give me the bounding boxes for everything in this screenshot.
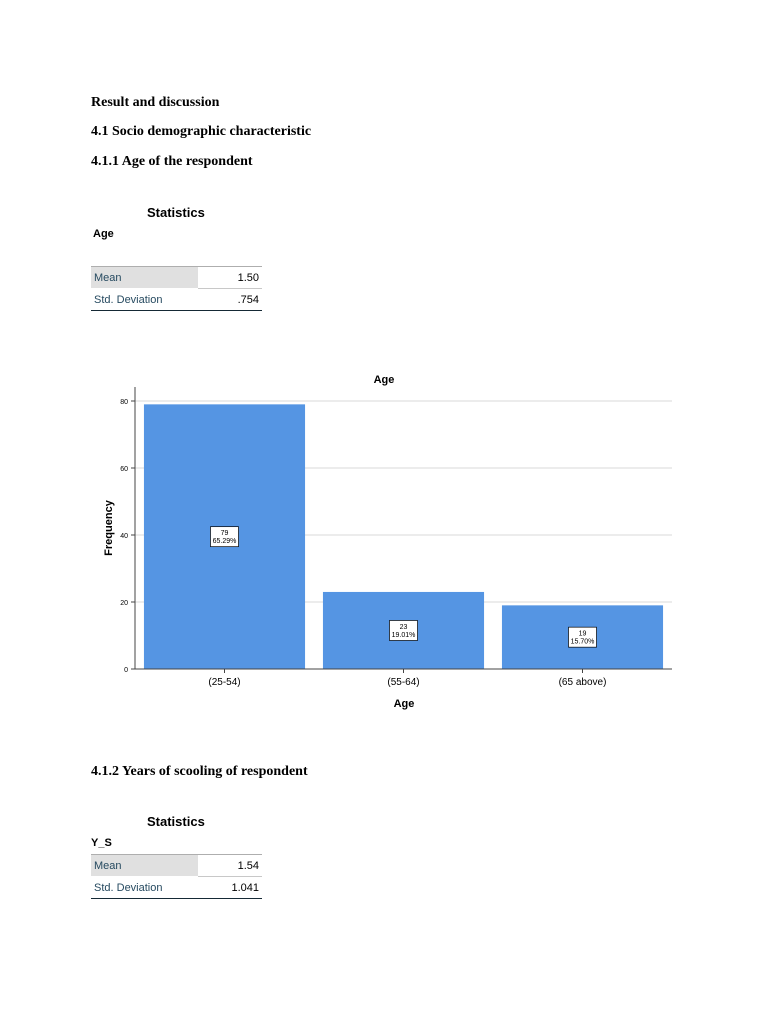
x-tick-label: (65 above) <box>558 677 607 688</box>
data-label-count: 19 <box>578 630 587 638</box>
data-label-percent: 15.70% <box>570 638 595 646</box>
age-bar-chart <box>90 365 690 725</box>
x-axis-label: Age <box>393 698 415 710</box>
age-stats-table <box>91 266 262 311</box>
section-4-1-2-heading: 4.1.2 Years of scooling of respondent <box>91 764 308 779</box>
y-tick-label: 80 <box>120 399 128 406</box>
chart-title: Age <box>373 374 395 386</box>
data-label-count: 23 <box>399 623 408 631</box>
stats-row-label: Std. Deviation <box>91 289 198 311</box>
stats-row-label: Std. Deviation <box>91 877 198 899</box>
y-tick-labels <box>120 399 135 674</box>
age-stats-variable: Age <box>93 228 114 240</box>
x-tick-label: (25-54) <box>208 677 241 688</box>
y-tick-label: 20 <box>120 600 128 607</box>
results-heading: Result and discussion <box>91 95 220 110</box>
stats-row-value: 1.54 <box>198 855 262 877</box>
stats-row-mean <box>91 855 262 877</box>
stats-row-std-deviation <box>91 289 262 311</box>
section-4-1-heading: 4.1 Socio demographic characteristic <box>91 124 312 139</box>
y-tick-label: 0 <box>124 667 128 674</box>
ys-stats-title: Statistics <box>147 814 205 829</box>
stats-row-std-deviation <box>91 877 262 899</box>
section-4-1-1-heading: 4.1.1 Age of the respondent <box>91 154 253 169</box>
stats-row-value: 1.041 <box>198 877 262 899</box>
y-tick-label: 60 <box>120 466 128 473</box>
data-label-percent: 65.29% <box>212 538 237 546</box>
stats-row-value: 1.50 <box>198 267 262 289</box>
data-label-count: 79 <box>220 530 229 538</box>
x-tick-labels <box>208 669 606 688</box>
x-tick-label: (55-64) <box>387 677 420 688</box>
stats-row-mean <box>91 267 262 289</box>
data-label-percent: 19.01% <box>391 631 416 639</box>
stats-row-label: Mean <box>91 267 198 289</box>
age-stats-title: Statistics <box>147 205 205 220</box>
ys-stats-variable: Y_S <box>91 837 112 849</box>
y-tick-label: 40 <box>120 533 128 540</box>
stats-row-value: .754 <box>198 289 262 311</box>
stats-row-label: Mean <box>91 855 198 877</box>
y-axis-label: Frequency <box>103 500 115 556</box>
ys-stats-table <box>91 854 262 899</box>
